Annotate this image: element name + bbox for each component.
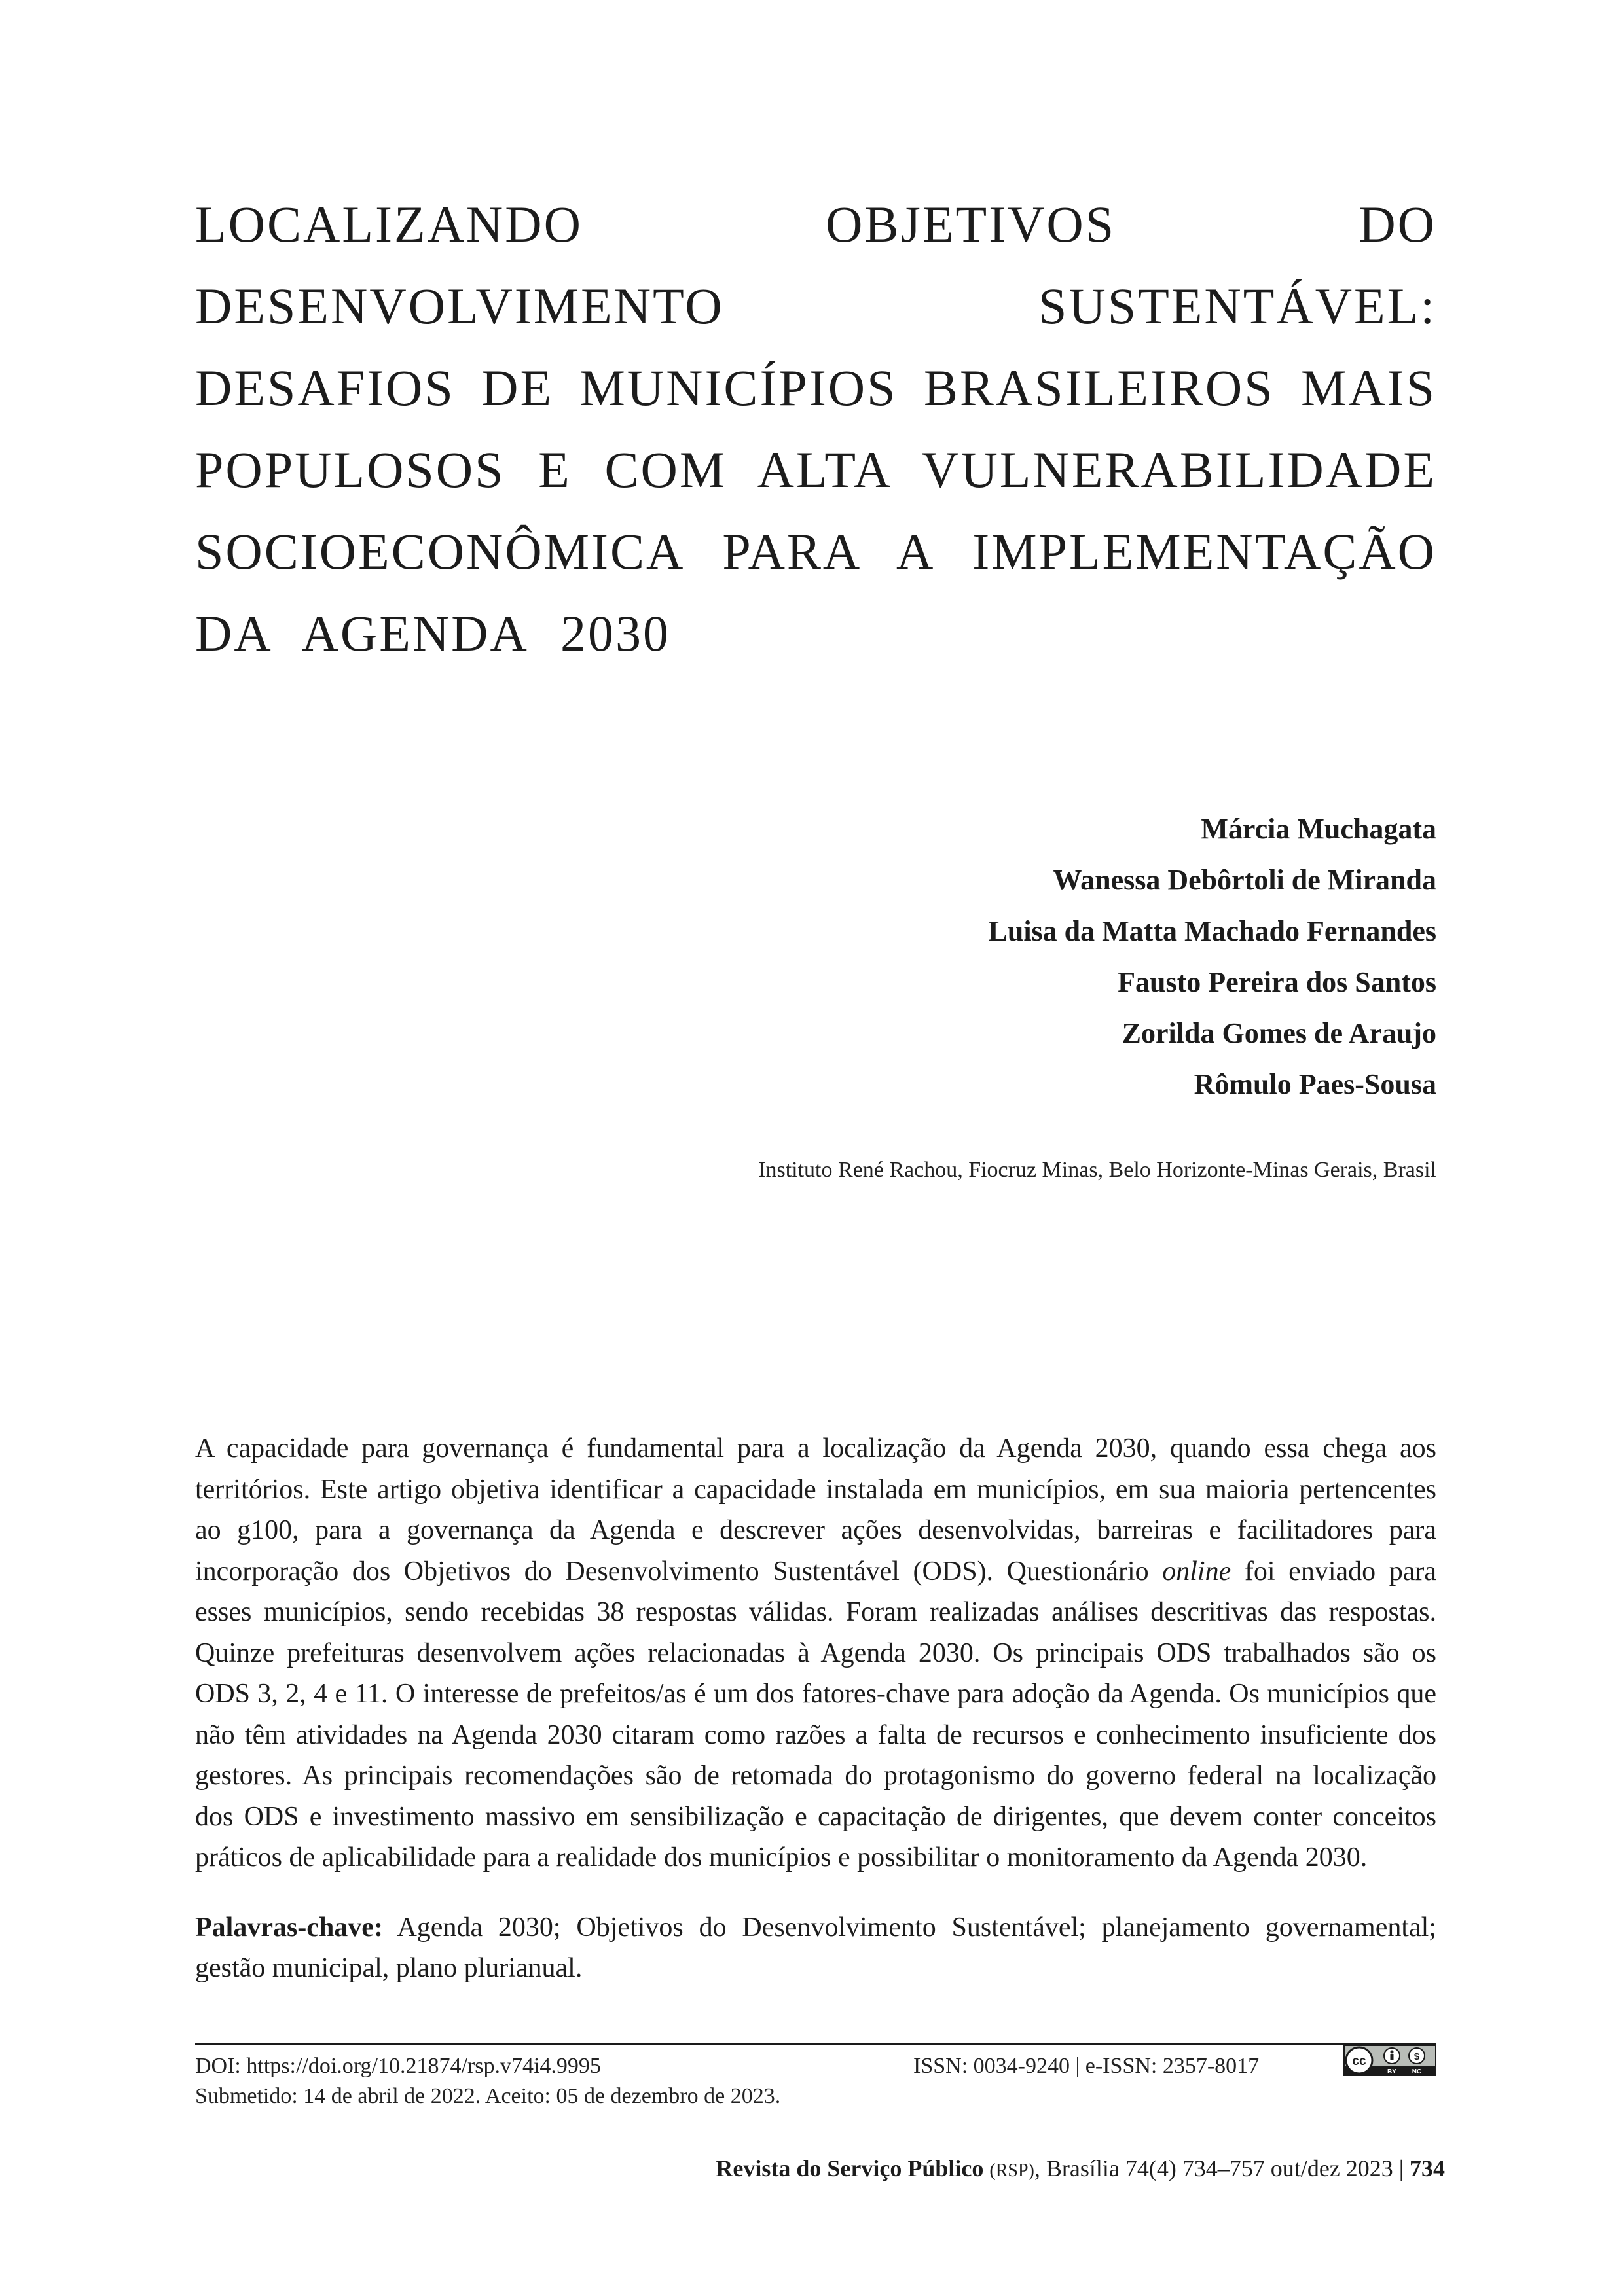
author-list [651, 804, 1436, 1110]
abstract-line: dos ODS e investimento massivo em sensibilização e capacitação de dirigentes, que devem conter conceitos [195, 1801, 1436, 1832]
abstract-line: Quinze prefeituras desenvolvem ações relacionadas à Agenda 2030. Os principais ODS trabalhados são os [195, 1638, 1436, 1668]
article-title [195, 183, 1436, 674]
abstract-line: esses municípios, sendo recebidas 38 respostas válidas. Foram realizadas análises descritivas das respostas. [195, 1597, 1436, 1627]
abstract-line: ODS 3, 2, 4 e 11. O interesse de prefeitos/as é um dos fatores-chave para adoção da Agenda. Os municípios que [195, 1679, 1436, 1709]
title-line: POPULOSOS E COM ALTA VULNERABILIDADE [195, 441, 1436, 498]
journal-name: Revista do Serviço Público [716, 2155, 984, 2181]
page-number: 734 [1410, 2155, 1445, 2181]
abstract-line: A capacidade para governança é fundamental para a localização da Agenda 2030, quando essa chega aos [195, 1433, 1436, 1463]
doi-link[interactable]: DOI: https://doi.org/10.21874/rsp.v74i4.9995 [195, 2054, 601, 2078]
cc-badge-text: cc [1352, 2054, 1366, 2068]
svg-text:$: $ [1413, 2051, 1420, 2062]
title-line: DESAFIOS DE MUNICÍPIOS BRASILEIROS MAIS [195, 359, 1436, 416]
abstract-text: foi enviado para [1244, 1556, 1437, 1587]
journal-citation: , Brasília 74(4) 734–757 out/dez 2023 [1034, 2155, 1393, 2181]
footer-divider [195, 2043, 1436, 2045]
submission-dates: Submetido: 14 de abril de 2022. Aceito: 05 de dezembro de 2023. [195, 2084, 781, 2108]
title-line: DESENVOLVIMENTO SUSTENTÁVEL: [195, 278, 1436, 334]
author-name: Rômulo Paes-Sousa [1194, 1068, 1436, 1100]
author-name: Wanessa Debôrtoli de Miranda [1053, 864, 1436, 896]
abstract-line: não têm atividades na Agenda 2030 citaram como razões a falta de recursos e conhecimento insuficiente dos [195, 1719, 1436, 1750]
keywords-text: Agenda 2030; Objetivos do Desenvolvimento Sustentável; planejamento governamental; [397, 1912, 1436, 1943]
keywords-line: gestão municipal, plano plurianual. [195, 1953, 583, 1983]
author-name: Fausto Pereira dos Santos [1118, 966, 1436, 998]
author-affiliation: Instituto René Rachou, Fiocruz Minas, Belo Horizonte-Minas Gerais, Brasil [758, 1158, 1436, 1182]
footer-separator: | [1393, 2155, 1410, 2181]
abstract-line: gestores. As principais recomendações são de retomada do protagonismo do governo federal na localização [195, 1761, 1436, 1791]
abstract-line: práticos de aplicabilidade para a realidade dos municípios e possibilitar o monitoramento da Agenda 2030. [195, 1842, 1368, 1873]
cc-by-nc-icon [1343, 2045, 1436, 2076]
svg-text:NC: NC [1412, 2068, 1422, 2075]
abstract-line: territórios. Este artigo objetiva identificar a capacidade instalada em municípios, em sua maioria pertencentes [195, 1474, 1436, 1505]
author-name: Luisa da Matta Machado Fernandes [988, 915, 1436, 947]
abstract-line [195, 1551, 1436, 1592]
author-name: Zorilda Gomes de Araujo [1122, 1017, 1436, 1049]
title-line: DA AGENDA 2030 [195, 605, 671, 662]
svg-text:BY: BY [1387, 2068, 1396, 2075]
abstract-italic-term: online [1162, 1556, 1231, 1587]
author-name: Márcia Muchagata [1201, 813, 1436, 845]
abstract-text: incorporação dos Objetivos do Desenvolvimento Sustentável (ODS). Questionário [195, 1556, 1149, 1587]
title-line: LOCALIZANDO OBJETIVOS DO [195, 196, 1436, 253]
cc-license-badge[interactable] [1343, 2045, 1436, 2076]
keywords-label: Palavras-chave: [195, 1912, 383, 1943]
keywords [195, 1907, 1436, 1988]
abstract [195, 1428, 1436, 1878]
journal-abbr: (RSP) [989, 2161, 1034, 2181]
journal-footer [716, 2153, 1445, 2186]
abstract-line: ao g100, para a governança da Agenda e descrever ações desenvolvidas, barreiras e facilitadores para [195, 1515, 1436, 1545]
issn-info: ISSN: 0034-9240 | e-ISSN: 2357-8017 [913, 2054, 1260, 2078]
keywords-line [195, 1907, 1436, 1948]
title-line: SOCIOECONÔMICA PARA A IMPLEMENTAÇÃO [195, 523, 1436, 580]
